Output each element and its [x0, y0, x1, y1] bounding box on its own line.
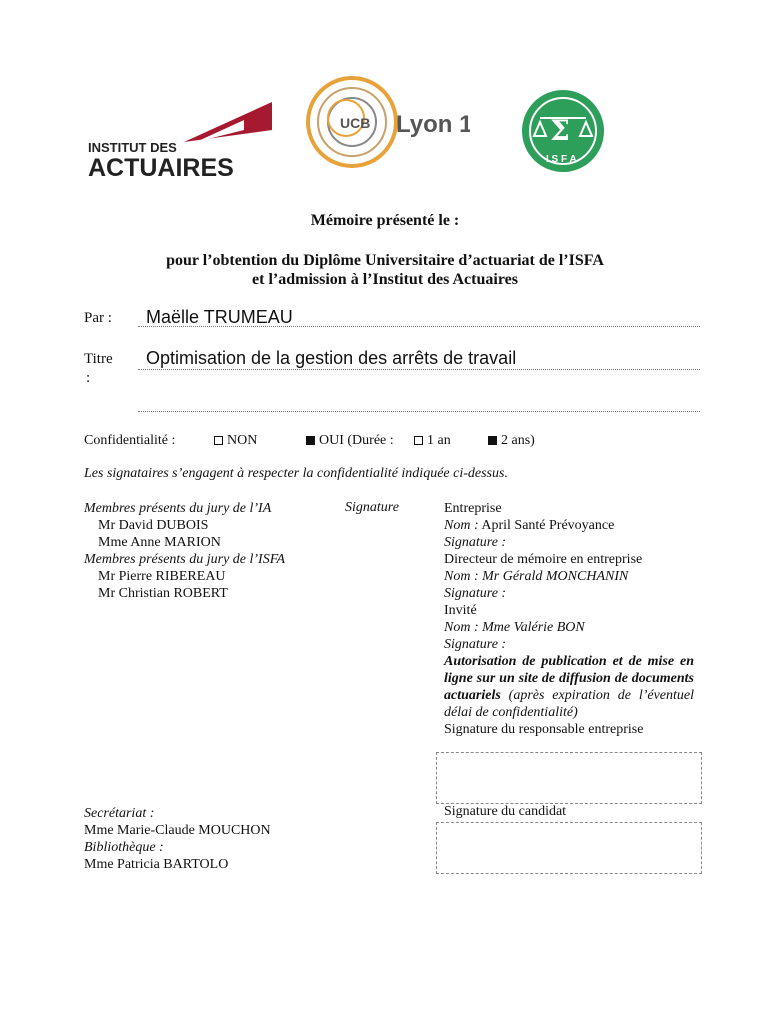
bibliotheque-name: Mme Patricia BARTOLO	[84, 857, 229, 872]
titre-value: Optimisation de la gestion des arrêts de travail	[146, 348, 517, 368]
one-year-checkbox[interactable]	[414, 436, 423, 445]
secretariat-block	[84, 805, 344, 873]
entreprise-nom-value: April Santé Prévoyance	[481, 518, 615, 533]
jury-column	[84, 500, 334, 602]
obtention-diploma: Diplôme Universitaire d’actuariat de l’ISFA	[303, 252, 604, 269]
isfa-logo	[520, 88, 606, 174]
isfa-member: Mr Pierre RIBEREAU	[98, 569, 226, 584]
svg-text:Lyon 1: Lyon 1	[396, 111, 470, 138]
isfa-header: Membres présents du jury de l’ISFA	[84, 552, 286, 567]
confidentiality-note: Les signataires s’engagent à respecter la confidentialité indiquée ci-dessus.	[84, 466, 508, 481]
non-label: NON	[227, 433, 258, 448]
obtention-prefix: pour l’obtention du	[166, 252, 304, 269]
entreprise-nom-label: Nom :	[444, 518, 479, 533]
par-label: Par :	[84, 310, 112, 326]
jury-signature-label: Signature	[345, 500, 399, 515]
svg-text:INSTITUT DES: INSTITUT DES	[88, 140, 177, 155]
admission-line: et l’admission à l’Institut des Actuaires	[252, 271, 518, 288]
oui-checkbox[interactable]	[306, 436, 315, 445]
entreprise-title: Entreprise	[444, 501, 502, 516]
bibliotheque-label: Bibliothèque :	[84, 840, 164, 855]
ia-header: Membres présents du jury de l’IA	[84, 501, 272, 516]
two-years-option[interactable]	[488, 433, 535, 449]
titre-label: Titre	[84, 351, 113, 367]
directeur-signature: Signature :	[444, 586, 507, 601]
isfa-member: Mr Christian ROBERT	[98, 586, 228, 601]
secretariat-name: Mme Marie-Claude MOUCHON	[84, 823, 271, 838]
entreprise-signature: Signature :	[444, 535, 507, 550]
non-checkbox[interactable]	[214, 436, 223, 445]
candidat-signature-box[interactable]	[436, 822, 702, 874]
responsable-signature-label: Signature du responsable entreprise	[444, 722, 644, 737]
par-line	[138, 326, 700, 327]
oui-option[interactable]	[306, 433, 394, 449]
confidentiality-label: Confidentialité :	[84, 433, 176, 448]
ia-member: Mme Anne MARION	[98, 535, 221, 550]
two-years-label: 2 ans)	[501, 433, 535, 448]
two-years-checkbox[interactable]	[488, 436, 497, 445]
confidentiality-row	[84, 433, 704, 451]
institut-des-actuaires-logo	[84, 100, 274, 180]
titre-line-2	[138, 411, 700, 412]
invite-signature: Signature :	[444, 637, 507, 652]
invite-title: Invité	[444, 603, 477, 618]
directeur-title: Directeur de mémoire en entreprise	[444, 552, 643, 567]
lyon1-logo	[300, 70, 470, 180]
non-option[interactable]	[214, 433, 257, 449]
autorisation-text	[444, 653, 694, 721]
candidat-signature-label: Signature du candidat	[444, 804, 567, 819]
titre-label-colon: :	[86, 370, 91, 386]
entreprise-nom	[444, 517, 694, 534]
secretariat-label: Secrétariat :	[84, 806, 155, 821]
autorisation-bold: Autorisation de publication et de mise en ligne sur un site de diffusion de documents actuariels	[444, 654, 694, 703]
obtention-line	[0, 252, 770, 270]
one-year-option[interactable]	[414, 433, 451, 449]
svg-text:UCB: UCB	[340, 115, 371, 131]
titre-line-1	[138, 369, 700, 370]
presented-heading: Mémoire présenté le :	[310, 212, 460, 229]
directeur-nom: Nom : Mr Gérald MONCHANIN	[444, 569, 629, 584]
oui-label: OUI (Durée :	[319, 433, 394, 448]
svg-text:I S F A: I S F A	[546, 154, 577, 165]
ia-member: Mr David DUBOIS	[98, 518, 209, 533]
entreprise-column	[444, 500, 694, 738]
svg-text:Σ: Σ	[550, 114, 570, 147]
autorisation-italic: (après expiration de l’éventuel délai de confidentialité)	[444, 688, 694, 720]
par-value: Maëlle TRUMEAU	[146, 307, 293, 327]
responsable-signature-box[interactable]	[436, 752, 702, 804]
one-year-label: 1 an	[427, 433, 451, 448]
svg-text:ACTUAIRES: ACTUAIRES	[88, 154, 234, 180]
invite-nom: Nom : Mme Valérie BON	[444, 620, 585, 635]
